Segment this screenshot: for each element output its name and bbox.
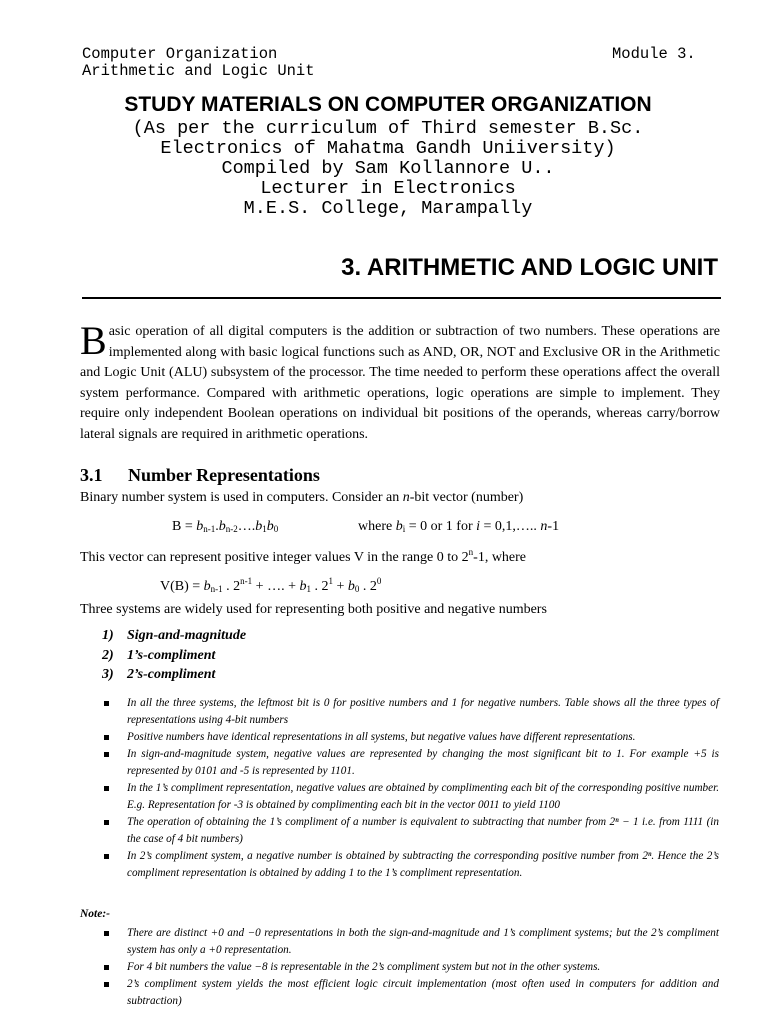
- bullet-text: 2’s compliment system yields the most efficient logic circuit implementation (most often used in computers for addition and subtraction): [127, 978, 719, 1007]
- eq-sub: 0: [354, 584, 360, 594]
- eq-var: b: [299, 579, 307, 594]
- bullet-text: The operation of obtaining the 1’s compliment of a number is equivalent to subtracting that number from 2ⁿ − 1 i.e. from 1111 (in the case of 4 bit numbers): [127, 816, 719, 845]
- subtitle-line: (As per the curriculum of Third semester B.Sc.: [132, 118, 644, 139]
- range-line: [80, 547, 526, 566]
- bullet-item: [104, 746, 719, 780]
- variable-n: n: [402, 490, 410, 505]
- bullet-text: In 2’s compliment system, a negative number is obtained by subtracting the corresponding positive number from 2ⁿ. Hence the 2’s compliment representation is obtained by adding 1 to the 1’s compliment representation.: [127, 850, 719, 879]
- bullet-text: Positive numbers have identical representations in all systems, but negative values have different representations.: [127, 731, 636, 743]
- list-number: 2): [102, 647, 114, 663]
- superscript: n: [468, 547, 474, 557]
- eq-var: b: [395, 519, 403, 534]
- eq-sub: n-2: [225, 524, 238, 534]
- title-rule: [82, 297, 721, 299]
- eq-text: = 0,1,…..: [480, 519, 541, 534]
- bullet-icon: [104, 786, 109, 791]
- bullet-item: [104, 925, 719, 959]
- header-course: Computer Organization: [82, 45, 278, 63]
- eq-text: = 0 or 1 for: [405, 519, 477, 534]
- text-run: Binary number system is used in computers. Consider an: [80, 490, 403, 505]
- bullet-icon: [104, 820, 109, 825]
- bullet-text: In the 1’s compliment representation, negative values are obtained by complimenting each bit of the corresponding positive number. E.g. Representation for -3 is obtained by complimenting each bit in the vector 0011 to yield 1100: [127, 782, 719, 811]
- chapter-title: 3. ARITHMETIC AND LOGIC UNIT: [341, 254, 718, 281]
- eq-text: . 2: [310, 579, 329, 594]
- eq-sub: 0: [273, 524, 279, 534]
- eq-var: b: [347, 579, 355, 594]
- section-title: Number Representations: [128, 465, 320, 485]
- equation-bit-vector: [172, 519, 278, 535]
- bullet-text: There are distinct +0 and −0 representations in both the sign-and-magnitude and 1’s compliment systems; but the 2’s compliment system has only a +0 representation.: [127, 927, 719, 956]
- eq-text: V(B) =: [160, 579, 204, 594]
- list-item: [102, 667, 246, 687]
- drop-cap: B: [80, 318, 107, 363]
- equation-value: [160, 576, 381, 595]
- bullet-icon: [104, 735, 109, 740]
- text-run: -bit vector (number): [409, 490, 524, 505]
- eq-sub: i: [402, 524, 406, 534]
- eq-text: +: [332, 579, 348, 594]
- text-run: -1, where: [473, 550, 527, 565]
- bullet-item: [104, 729, 719, 746]
- header-module: Module 3.: [612, 45, 696, 63]
- running-header-left: [82, 46, 315, 80]
- list-label: Sign-and-magnitude: [127, 628, 247, 643]
- document-subtitle: [0, 119, 768, 219]
- section-number: 3.1: [80, 465, 103, 485]
- bullet-icon: [104, 752, 109, 757]
- eq-sub: n-1: [210, 584, 223, 594]
- eq-sup: n-1: [240, 576, 253, 586]
- eq-var: b: [218, 519, 226, 534]
- eq-text: .: [215, 519, 219, 534]
- intro-paragraph: [80, 318, 720, 445]
- bullet-item: [104, 814, 719, 848]
- bullet-item: [104, 976, 719, 1010]
- eq-text: . 2: [222, 579, 241, 594]
- bullet-icon: [104, 965, 109, 970]
- section-heading: [80, 465, 320, 486]
- bullet-item: [104, 695, 719, 729]
- bullet-text: In sign-and-magnitude system, negative values are represented by changing the most significant bit to 1. For example +5 is represented by 0101 and -5 is represented by 1101.: [127, 748, 719, 777]
- bullet-text: In all the three systems, the leftmost bit is 0 for positive numbers and 1 for negative numbers. Table shows all the three types of representations using 4-bit numbers: [127, 697, 719, 726]
- eq-var: b: [196, 519, 204, 534]
- eq-text: where: [358, 519, 396, 534]
- eq-var: i: [476, 519, 480, 534]
- eq-text: -1: [547, 519, 560, 534]
- eq-var: b: [255, 519, 263, 534]
- bullet-item: [104, 848, 719, 882]
- eq-var: b: [203, 579, 211, 594]
- intro-text: asic operation of all digital computers is the addition or subtraction of two numbers. These operations are implemented along with basic logical functions such as AND, OR, NOT and Exclusive OR in the Arithmetic and Logic Unit (ALU) subsystem of the processor. The time needed to perform these operations affect the overall system performance. Compared with arithmetic operations, logic operations are simple to implement. They require only independent Boolean operations on individual bit positions of the operands, whereas carry/borrow lateral signals are required in arithmetic operations.: [80, 324, 720, 442]
- eq-sub: 1: [306, 584, 311, 594]
- note-bullet-list: [104, 925, 719, 1010]
- list-number: 1): [102, 628, 114, 643]
- list-number: 3): [102, 667, 114, 682]
- eq-text: ….: [237, 519, 256, 534]
- number-systems-list: [102, 628, 246, 687]
- list-label: 2’s-compliment: [127, 667, 216, 682]
- eq-var: b: [266, 519, 274, 534]
- binary-intro-line: [80, 490, 523, 506]
- bullet-icon: [104, 982, 109, 987]
- bullet-icon: [104, 701, 109, 706]
- bullet-icon: [104, 854, 109, 859]
- eq-sub: n-1: [203, 524, 216, 534]
- header-unit: Arithmetic and Logic Unit: [82, 62, 315, 80]
- list-item: [102, 628, 246, 648]
- eq-sup: 0: [376, 576, 382, 586]
- subtitle-line: Lecturer in Electronics: [260, 178, 516, 199]
- bullet-icon: [104, 931, 109, 936]
- eq-sup: 1: [328, 576, 333, 586]
- bullet-text: For 4 bit numbers the value −8 is representable in the 2’s compliment system but not in the other systems.: [127, 961, 601, 973]
- subtitle-line: M.E.S. College, Marampally: [243, 198, 533, 219]
- eq-var: n: [540, 519, 548, 534]
- list-item: [102, 648, 246, 668]
- bullet-item: [104, 959, 719, 976]
- note-label: Note:-: [80, 908, 111, 920]
- text-run: This vector can represent positive integer values V in the range 0 to 2: [80, 550, 469, 565]
- list-label: 1’s-compliment: [127, 647, 216, 663]
- equation-where-clause: [358, 519, 559, 535]
- subtitle-line: Electronics of Mahatma Gandh Uniiversity): [160, 138, 616, 159]
- eq-text: B =: [172, 519, 197, 534]
- subtitle-line: Compiled by Sam Kollannore U..: [221, 158, 555, 179]
- document-title: STUDY MATERIALS ON COMPUTER ORGANIZATION: [124, 93, 652, 116]
- eq-sub: 1: [262, 524, 267, 534]
- facts-bullet-list: [104, 695, 719, 882]
- eq-text: . 2: [359, 579, 377, 594]
- eq-text: + …. +: [252, 579, 300, 594]
- bullet-item: [104, 780, 719, 814]
- systems-intro: Three systems are widely used for representing both positive and negative numbers: [80, 602, 547, 617]
